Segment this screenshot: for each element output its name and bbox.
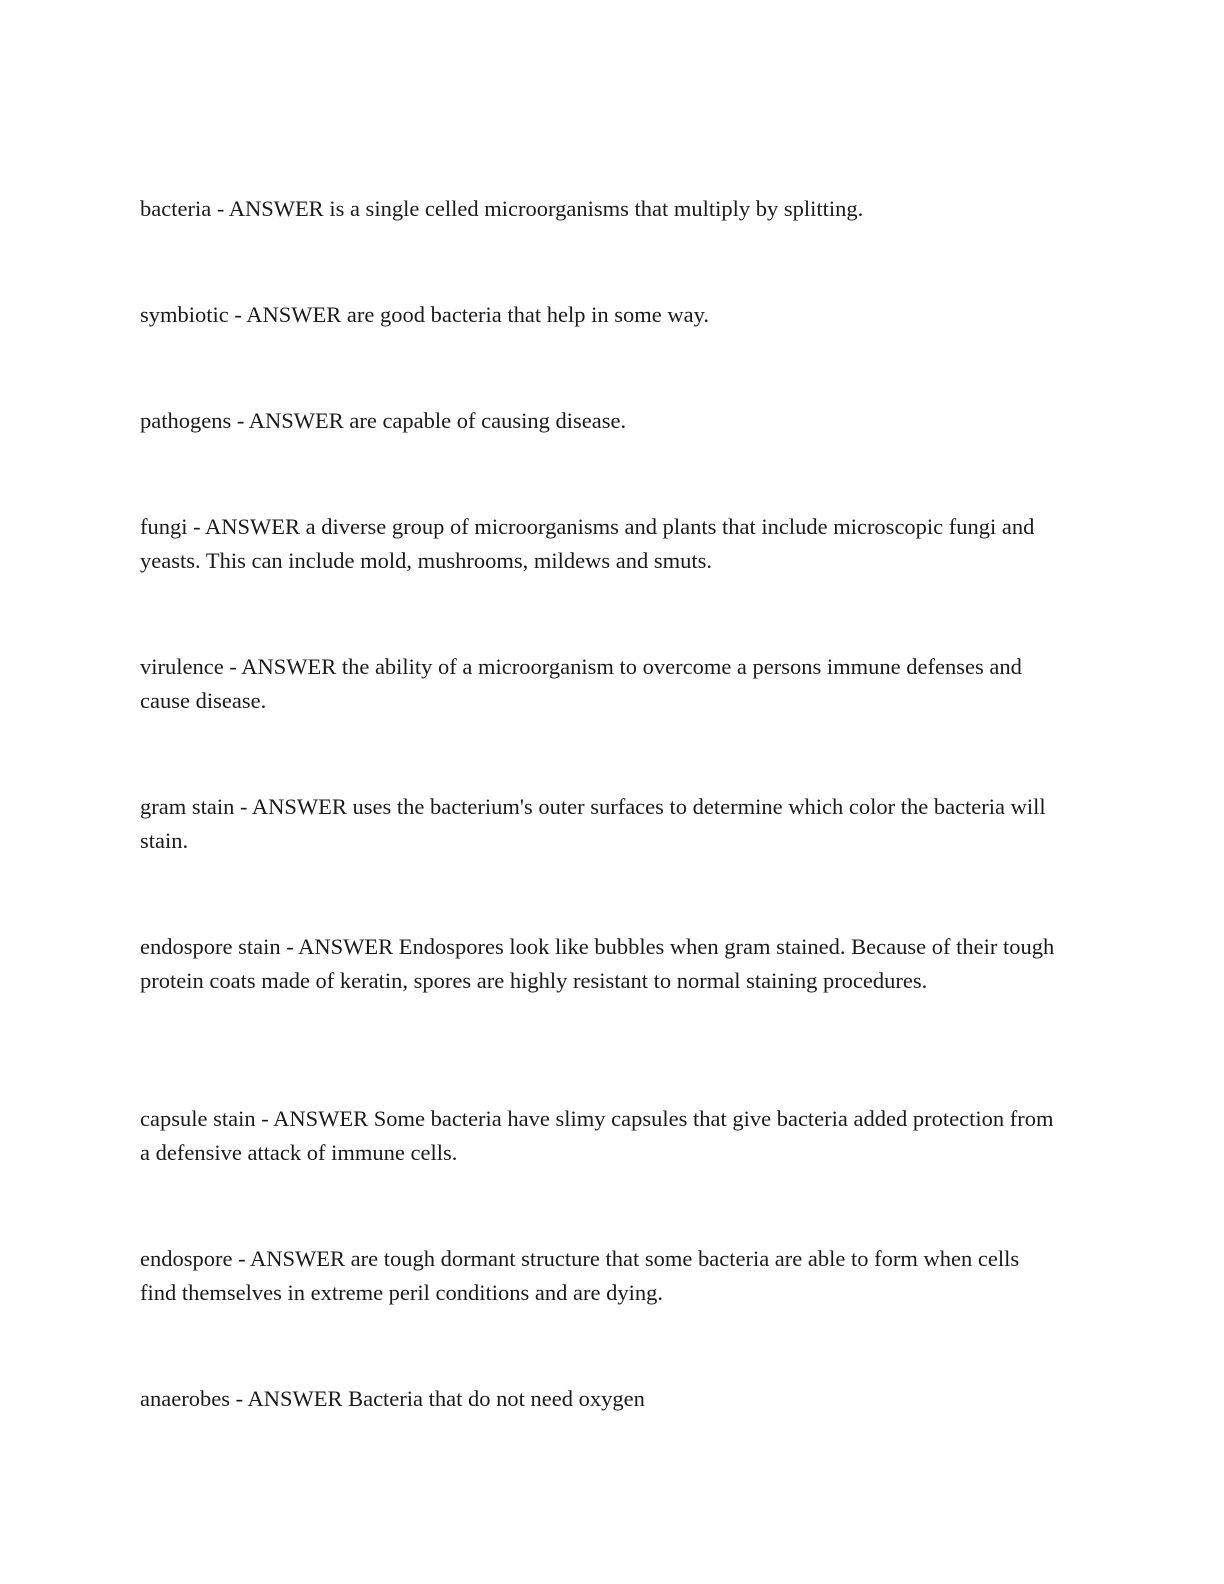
- entry-virulence: virulence - ANSWER the ability of a microorganism to overcome a persons immune defenses and cause disease.: [140, 654, 1022, 713]
- entry-pathogens: pathogens - ANSWER are capable of causing disease.: [140, 408, 627, 433]
- entry-endospore: endospore - ANSWER are tough dormant structure that some bacteria are able to form when cells find themselves in extreme peril conditions and are dying.: [140, 1246, 1020, 1305]
- entry-capsule-stain: capsule stain - ANSWER Some bacteria have slimy capsules that give bacteria added protection from a defensive attack of immune cells.: [140, 1106, 1054, 1165]
- entry-symbiotic: symbiotic - ANSWER are good bacteria that help in some way.: [140, 302, 710, 327]
- entry-gram-stain: gram stain - ANSWER uses the bacterium's outer surfaces to determine which color the bacteria will stain.: [140, 794, 1046, 853]
- entry-fungi: fungi - ANSWER a diverse group of microorganisms and plants that include microscopic fungi and yeasts. This can include mold, mushrooms, mildews and smuts.: [140, 514, 1035, 573]
- entry-anaerobes: anaerobes - ANSWER Bacteria that do not need oxygen: [140, 1386, 645, 1411]
- entry-bacteria: bacteria - ANSWER is a single celled microorganisms that multiply by splitting.: [140, 196, 864, 221]
- entry-endospore-stain: endospore stain - ANSWER Endospores look like bubbles when gram stained. Because of their tough protein coats made of keratin, spores are highly resistant to normal staining procedures.: [140, 934, 1055, 993]
